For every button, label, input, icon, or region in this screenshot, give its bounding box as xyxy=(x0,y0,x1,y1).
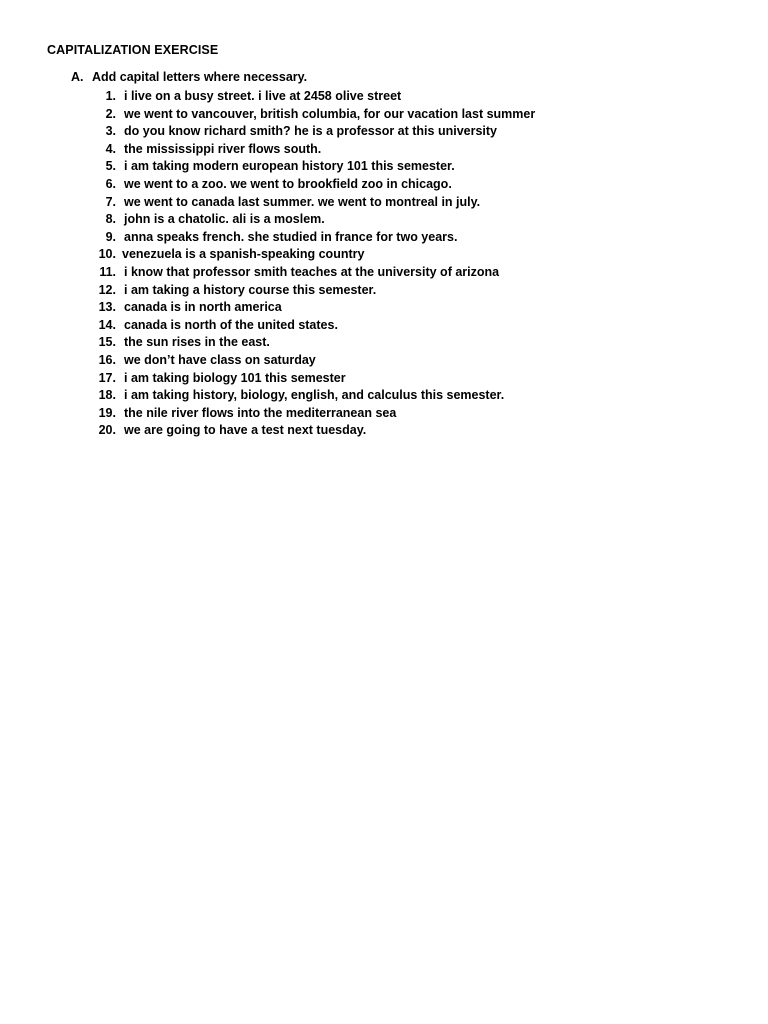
item-number: 3. xyxy=(105,124,116,139)
item-number: 19. xyxy=(98,405,116,420)
item-number: 20. xyxy=(98,423,116,438)
item-number: 5. xyxy=(105,159,116,174)
item-number: 7. xyxy=(105,194,116,209)
section-letter: A. xyxy=(71,70,84,84)
document-title: CAPITALIZATION EXERCISE xyxy=(47,43,219,57)
item-text: we went to vancouver, british columbia, for our vacation last summer xyxy=(124,106,536,121)
item-number: 18. xyxy=(98,388,116,403)
item-number: 2. xyxy=(105,106,116,121)
exercise-item xyxy=(71,158,535,176)
item-text: i am taking biology 101 this semester xyxy=(124,370,346,385)
item-number: 11. xyxy=(99,264,116,279)
exercise-item xyxy=(71,317,535,335)
item-text: we don’t have class on saturday xyxy=(124,352,316,367)
item-text: canada is in north america xyxy=(124,300,282,315)
exercise-list xyxy=(71,88,535,440)
exercise-item xyxy=(71,264,535,282)
item-text: the sun rises in the east. xyxy=(124,335,270,350)
item-text: i am taking modern european history 101 this semester. xyxy=(124,159,455,174)
item-text: do you know richard smith? he is a professor at this university xyxy=(124,124,497,139)
item-text: venezuela is a spanish-speaking country xyxy=(122,247,365,262)
exercise-item xyxy=(71,246,535,264)
item-text: john is a chatolic. ali is a moslem. xyxy=(124,212,325,227)
exercise-item xyxy=(71,370,535,388)
item-number: 6. xyxy=(105,176,116,191)
item-text: we went to a zoo. we went to brookfield zoo in chicago. xyxy=(124,176,452,191)
item-number: 17. xyxy=(98,370,116,385)
exercise-item xyxy=(71,405,535,423)
item-text: the mississippi river flows south. xyxy=(124,141,322,156)
item-number: 16. xyxy=(98,352,116,367)
exercise-item xyxy=(71,106,535,124)
item-text: i know that professor smith teaches at the university of arizona xyxy=(124,264,500,279)
exercise-item xyxy=(71,299,535,317)
item-number: 14. xyxy=(98,317,116,332)
exercise-item xyxy=(71,194,535,212)
item-text: anna speaks french. she studied in france for two years. xyxy=(124,229,458,244)
exercise-item xyxy=(71,211,535,229)
exercise-item xyxy=(71,88,535,106)
item-text: we went to canada last summer. we went to montreal in july. xyxy=(124,194,481,209)
exercise-item xyxy=(71,176,535,194)
item-text: i am taking history, biology, english, and calculus this semester. xyxy=(124,388,505,403)
exercise-item xyxy=(71,229,535,247)
exercise-item xyxy=(71,334,535,352)
item-number: 9. xyxy=(105,229,116,244)
exercise-item xyxy=(71,141,535,159)
item-number: 13. xyxy=(98,300,116,315)
item-text: i live on a busy street. i live at 2458 olive street xyxy=(124,89,402,103)
exercise-item xyxy=(71,282,535,300)
exercise-item xyxy=(71,352,535,370)
item-number: 4. xyxy=(105,141,116,156)
item-text: we are going to have a test next tuesday. xyxy=(124,423,367,438)
item-number: 1. xyxy=(105,89,116,103)
section-heading xyxy=(71,70,307,84)
exercise-item xyxy=(71,387,535,405)
item-number: 10. xyxy=(98,247,116,262)
item-text: the nile river flows into the mediterranean sea xyxy=(124,405,397,420)
item-number: 12. xyxy=(98,282,116,297)
section-instruction: Add capital letters where necessary. xyxy=(92,70,308,84)
exercise-item xyxy=(71,422,535,440)
item-number: 8. xyxy=(105,212,116,227)
item-text: canada is north of the united states. xyxy=(124,317,338,332)
item-number: 15. xyxy=(98,335,116,350)
item-text: i am taking a history course this semester. xyxy=(124,282,377,297)
exercise-item xyxy=(71,123,535,141)
